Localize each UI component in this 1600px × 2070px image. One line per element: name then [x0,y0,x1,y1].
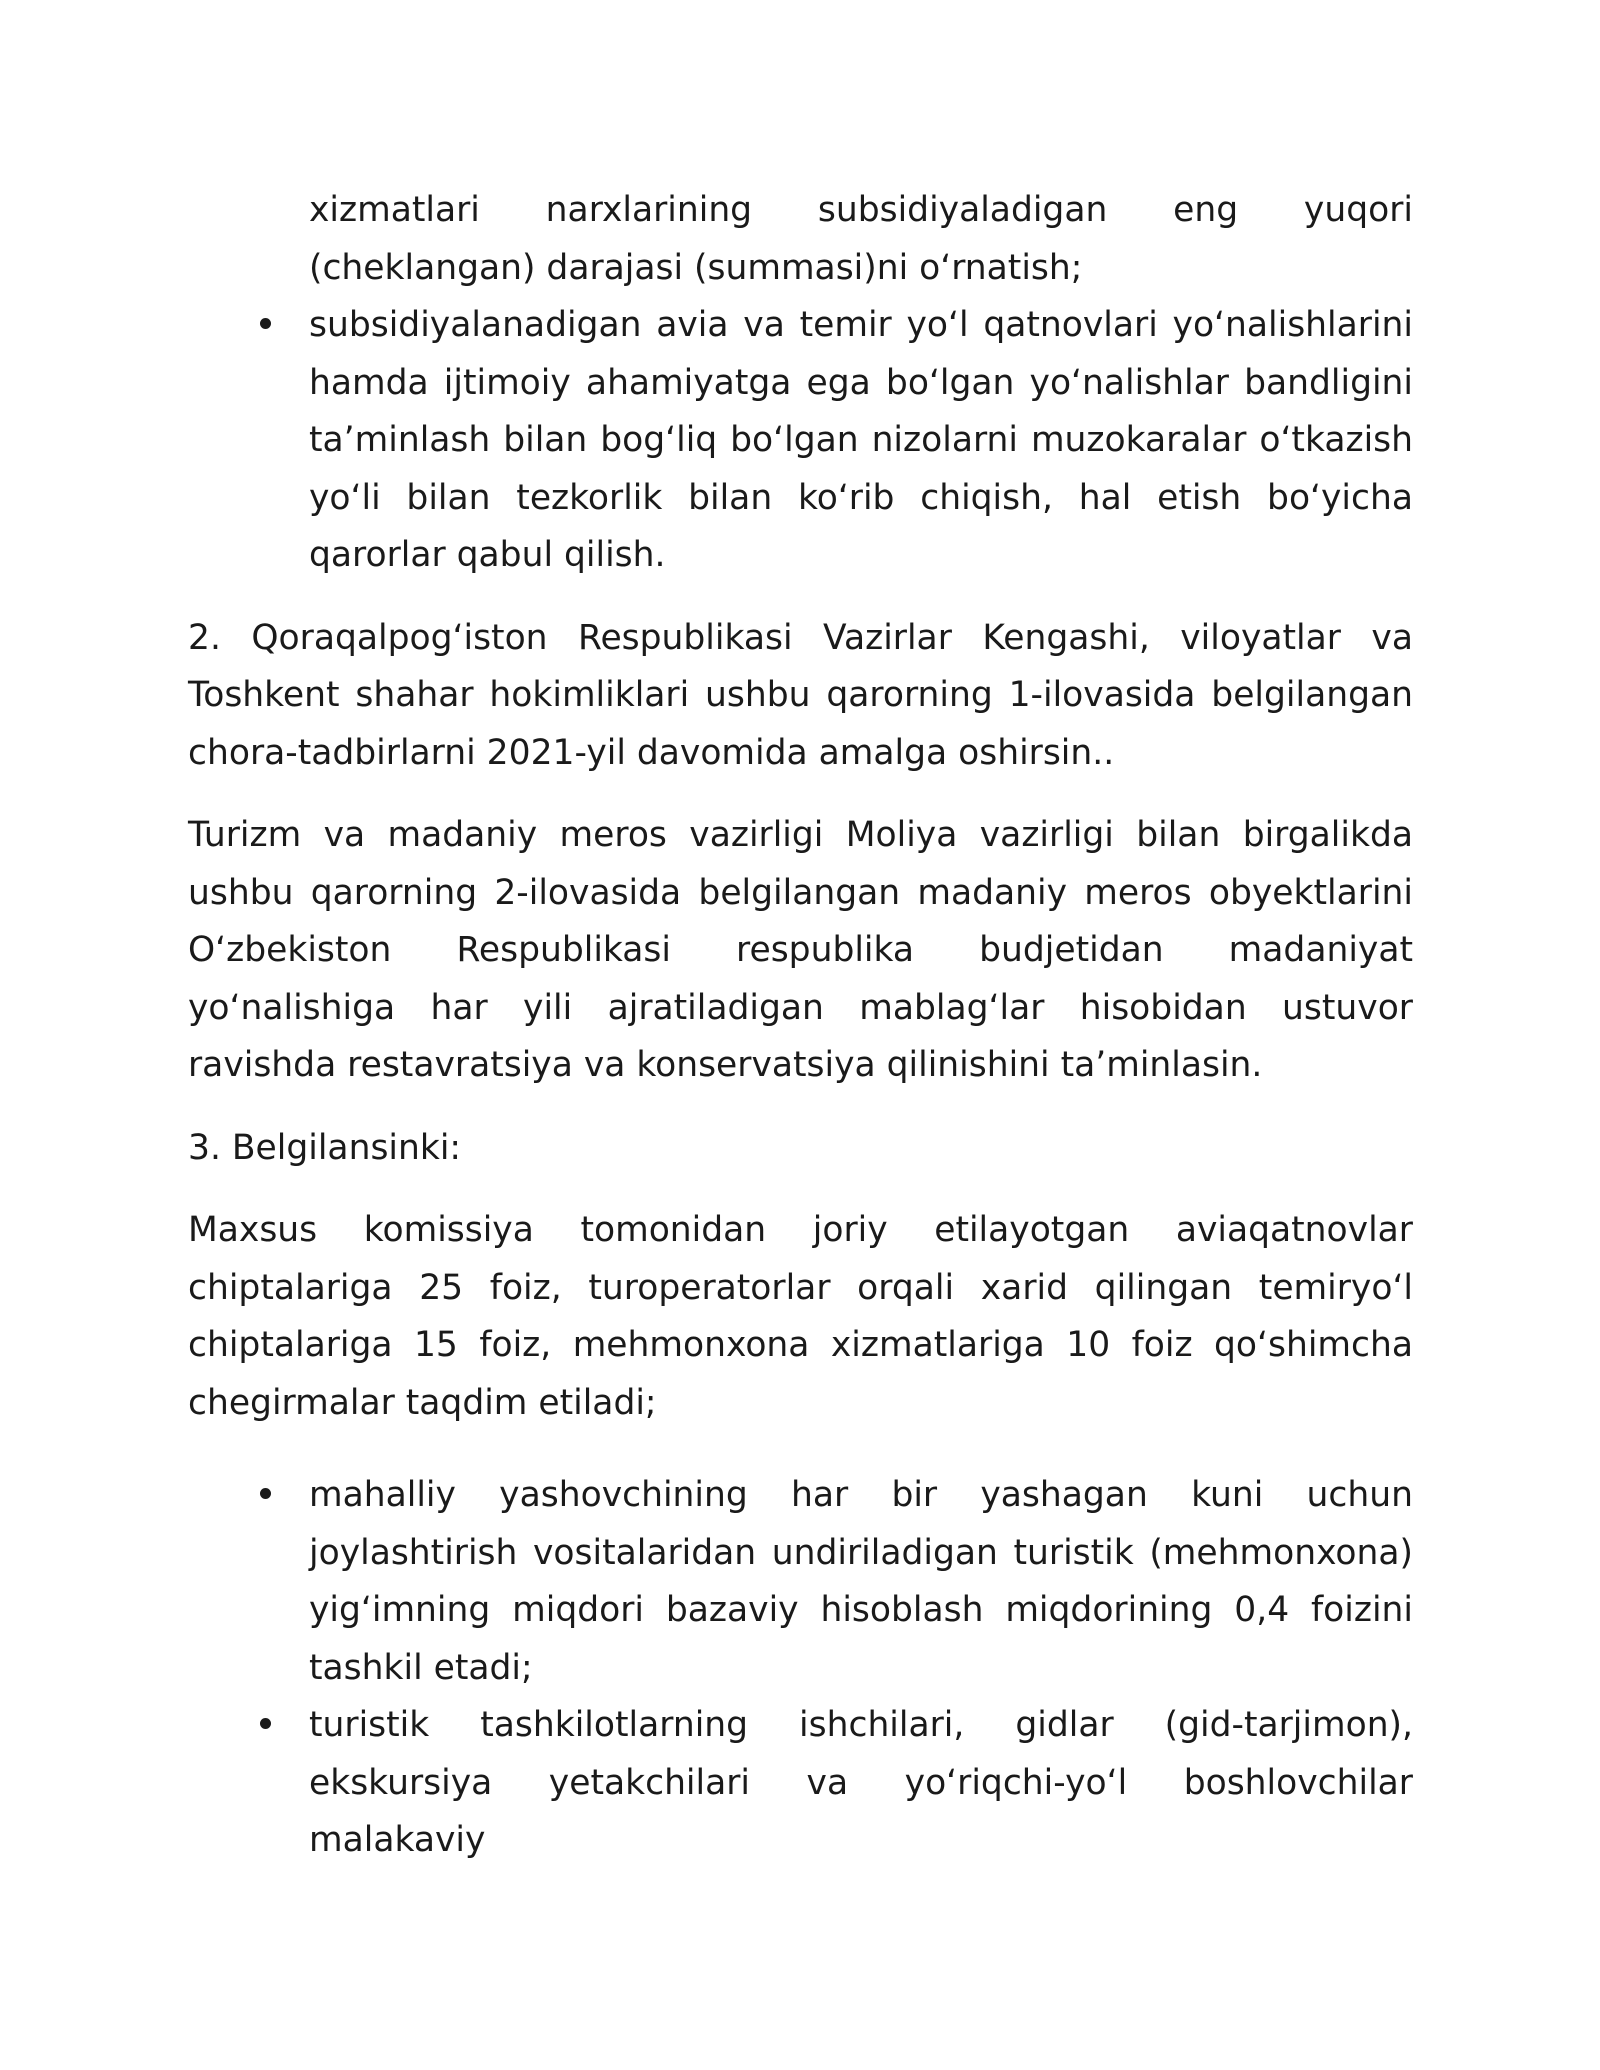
paragraph-2: 2. Qoraqalpogʻiston Respublikasi Vazirlar Kengashi, viloyatlar va Toshkent shahar hokimliklari ushbu qarorning 1-ilovasida belgilangan chora-tadbirlarni 2021-yil davomida amalga oshirsin.. [188,617,1413,773]
list-item [188,1697,1413,1870]
list-item [188,297,1413,585]
bullet-icon [260,1467,280,1525]
paragraph-maxsus: Maxsus komissiya tomonidan joriy etilayotgan aviaqatnovlar chiptalariga 25 foiz, turoperatorlar orqali xarid qilingan temiryoʻl chiptalariga 15 foiz, mehmonxona xizmatlariga 10 foiz qoʻshimcha chegirmalar taqdim etiladi; [188,1210,1413,1423]
bullet-list-2 [188,1467,1413,1870]
list-item-text: subsidiyalanadigan avia va temir yoʻl qatnovlari yoʻnalishlarini hamda ijtimoiy ahamiyatga ega boʻlgan yoʻnalishlar bandligini taʼminlash bilan bogʻliq boʻlgan nizolarni muzokaralar oʻtkazish yoʻli bilan tezkorlik bilan koʻrib chiqish, hal etish boʻyicha qarorlar qabul qilish. [309,305,1413,575]
list-item [188,1467,1413,1697]
bullet-list-1 [188,297,1413,585]
paragraph-3-heading: 3. Belgilansinki: [188,1127,462,1168]
list-item-text: turistik tashkilotlarning ishchilari, gidlar (gid-tarjimon), ekskursiya yetakchilari va yoʻriqchi-yoʻl boshlovchilar malakaviy [309,1705,1413,1860]
list-item-text: mahalliy yashovchining har bir yashagan kuni uchun joylashtirish vositalaridan undiriladigan turistik (mehmonxona) yigʻimning miqdori bazaviy hisoblash miqdorining 0,4 foizini tashkil etadi; [309,1475,1413,1688]
document-page [188,182,1413,1895]
bullet-icon [260,1697,280,1755]
continuation-text: xizmatlari narxlarining subsidiyaladigan eng yuqori (cheklangan) darajasi (summasi)ni oʻrnatish; [309,190,1413,288]
paragraph-turizm: Turizm va madaniy meros vazirligi Moliya vazirligi bilan birgalikda ushbu qarorning 2-ilovasida belgilangan madaniy meros obyektlarini Oʻzbekiston Respublikasi respublika budjetidan madaniyat yoʻnalishiga har yili ajratiladigan mablagʻlar hisobidan ustuvor ravishda restavratsiya va konservatsiya qilinishini taʼminlasin. [188,815,1413,1085]
bullet-icon [260,297,280,355]
